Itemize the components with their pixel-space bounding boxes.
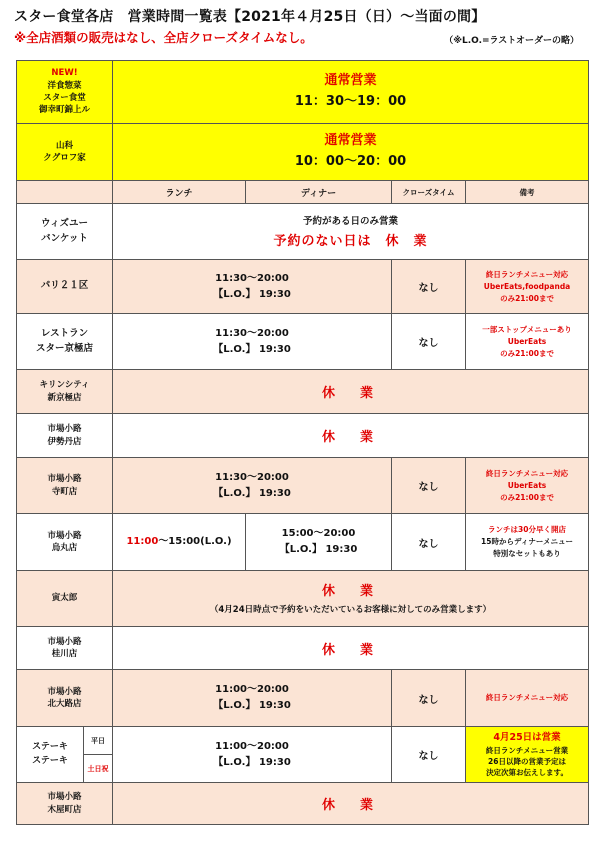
store-name: 市場小路 烏丸店	[17, 514, 113, 571]
closed-status: 休 業	[113, 414, 589, 458]
store-hours: 11:30～20:00 【L.O.】 19:30	[113, 314, 392, 370]
store-name: 寅太郎	[17, 571, 113, 627]
store-name: 市場小路 北大路店	[17, 670, 113, 727]
store-name: NEW! 洋食惣菜 スター食堂 御幸町錦上ル	[17, 61, 113, 124]
store-hours: 通常営業 11：30～19：00	[113, 61, 589, 124]
notes: ランチは30分早く開店 15時からディナーメニュー 特別なセットもあり	[466, 514, 589, 571]
closed-status: 休 業 （4月24日時点で予約をいただいているお客様に対してのみ営業します）	[113, 571, 589, 627]
notes: 一部ストップメニューあり UberEats のみ21:00まで	[466, 314, 589, 370]
table-row	[17, 61, 589, 124]
close-time: なし	[392, 727, 466, 783]
hours-table	[16, 60, 589, 825]
closed-status: 休 業	[113, 627, 589, 670]
table-row	[17, 458, 589, 514]
header-dinner: ディナー	[246, 181, 392, 204]
close-time: なし	[392, 670, 466, 727]
close-time: なし	[392, 514, 466, 571]
header-empty	[17, 181, 113, 204]
store-hours: 11:30～20:00 【L.O.】 19:30	[113, 458, 392, 514]
page-title: スター食堂各店 営業時間一覧表【2021年４月25日（日）～当面の間】	[14, 9, 486, 25]
table-row	[17, 260, 589, 314]
table-row	[17, 204, 589, 260]
notes: 終日ランチメニュー対応 UberEats,foodpanda のみ21:00まで	[466, 260, 589, 314]
close-time: なし	[392, 458, 466, 514]
lunch-hours: 11:00～15:00(L.O.)	[113, 514, 246, 571]
weekday-tag: 平日	[84, 727, 113, 755]
table-row	[17, 571, 589, 627]
table-row	[17, 783, 589, 825]
table-row	[17, 670, 589, 727]
store-name: 市場小路 伊勢丹店	[17, 414, 113, 458]
notice-text: ※全店酒類の販売はなし、全店クローズタイムなし。	[14, 30, 313, 45]
header-lunch: ランチ	[113, 181, 246, 204]
store-name: パリ２１区	[17, 260, 113, 314]
table-row	[17, 314, 589, 370]
table-row	[17, 124, 589, 181]
store-hours: 11:00～20:00 【L.O.】 19:30	[113, 727, 392, 783]
notes: 終日ランチメニュー対応	[466, 670, 589, 727]
weekend-tag: 土日祝	[84, 755, 113, 783]
header-close-time: クローズタイム	[392, 181, 466, 204]
closed-status: 休 業	[113, 783, 589, 825]
close-time: なし	[392, 314, 466, 370]
store-name: 市場小路 寺町店	[17, 458, 113, 514]
store-hours: 11:00～20:00 【L.O.】 19:30	[113, 670, 392, 727]
table-row	[17, 727, 589, 755]
store-name: ステーキ ステーキ	[17, 727, 84, 783]
table-header-row	[17, 181, 589, 204]
store-name: 市場小路 木屋町店	[17, 783, 113, 825]
store-name: 市場小路 桂川店	[17, 627, 113, 670]
close-time: なし	[392, 260, 466, 314]
table-row	[17, 370, 589, 414]
notes: 4月25日は営業 終日ランチメニュー営業 26日以降の営業予定は 決定次第お伝えします。	[466, 727, 589, 783]
store-hours: 通常営業 10：00～20：00	[113, 124, 589, 181]
closed-status: 休 業	[113, 370, 589, 414]
store-name: ウィズユー バンケット	[17, 204, 113, 260]
lo-note: （※L.O.=ラストオーダーの略）	[444, 36, 579, 46]
store-name: キリンシティ 新京極店	[17, 370, 113, 414]
store-name: 山科 クグロフ家	[17, 124, 113, 181]
table-row	[17, 514, 589, 571]
table-row	[17, 627, 589, 670]
header-notes: 備考	[466, 181, 589, 204]
notes: 終日ランチメニュー対応 UberEats のみ21:00まで	[466, 458, 589, 514]
store-hours: 11:30～20:00 【L.O.】 19:30	[113, 260, 392, 314]
store-name: レストラン スター京極店	[17, 314, 113, 370]
dinner-hours: 15:00～20:00 【L.O.】 19:30	[246, 514, 392, 571]
store-hours: 予約がある日のみ営業 予約のない日は 休 業	[113, 204, 589, 260]
table-row	[17, 414, 589, 458]
